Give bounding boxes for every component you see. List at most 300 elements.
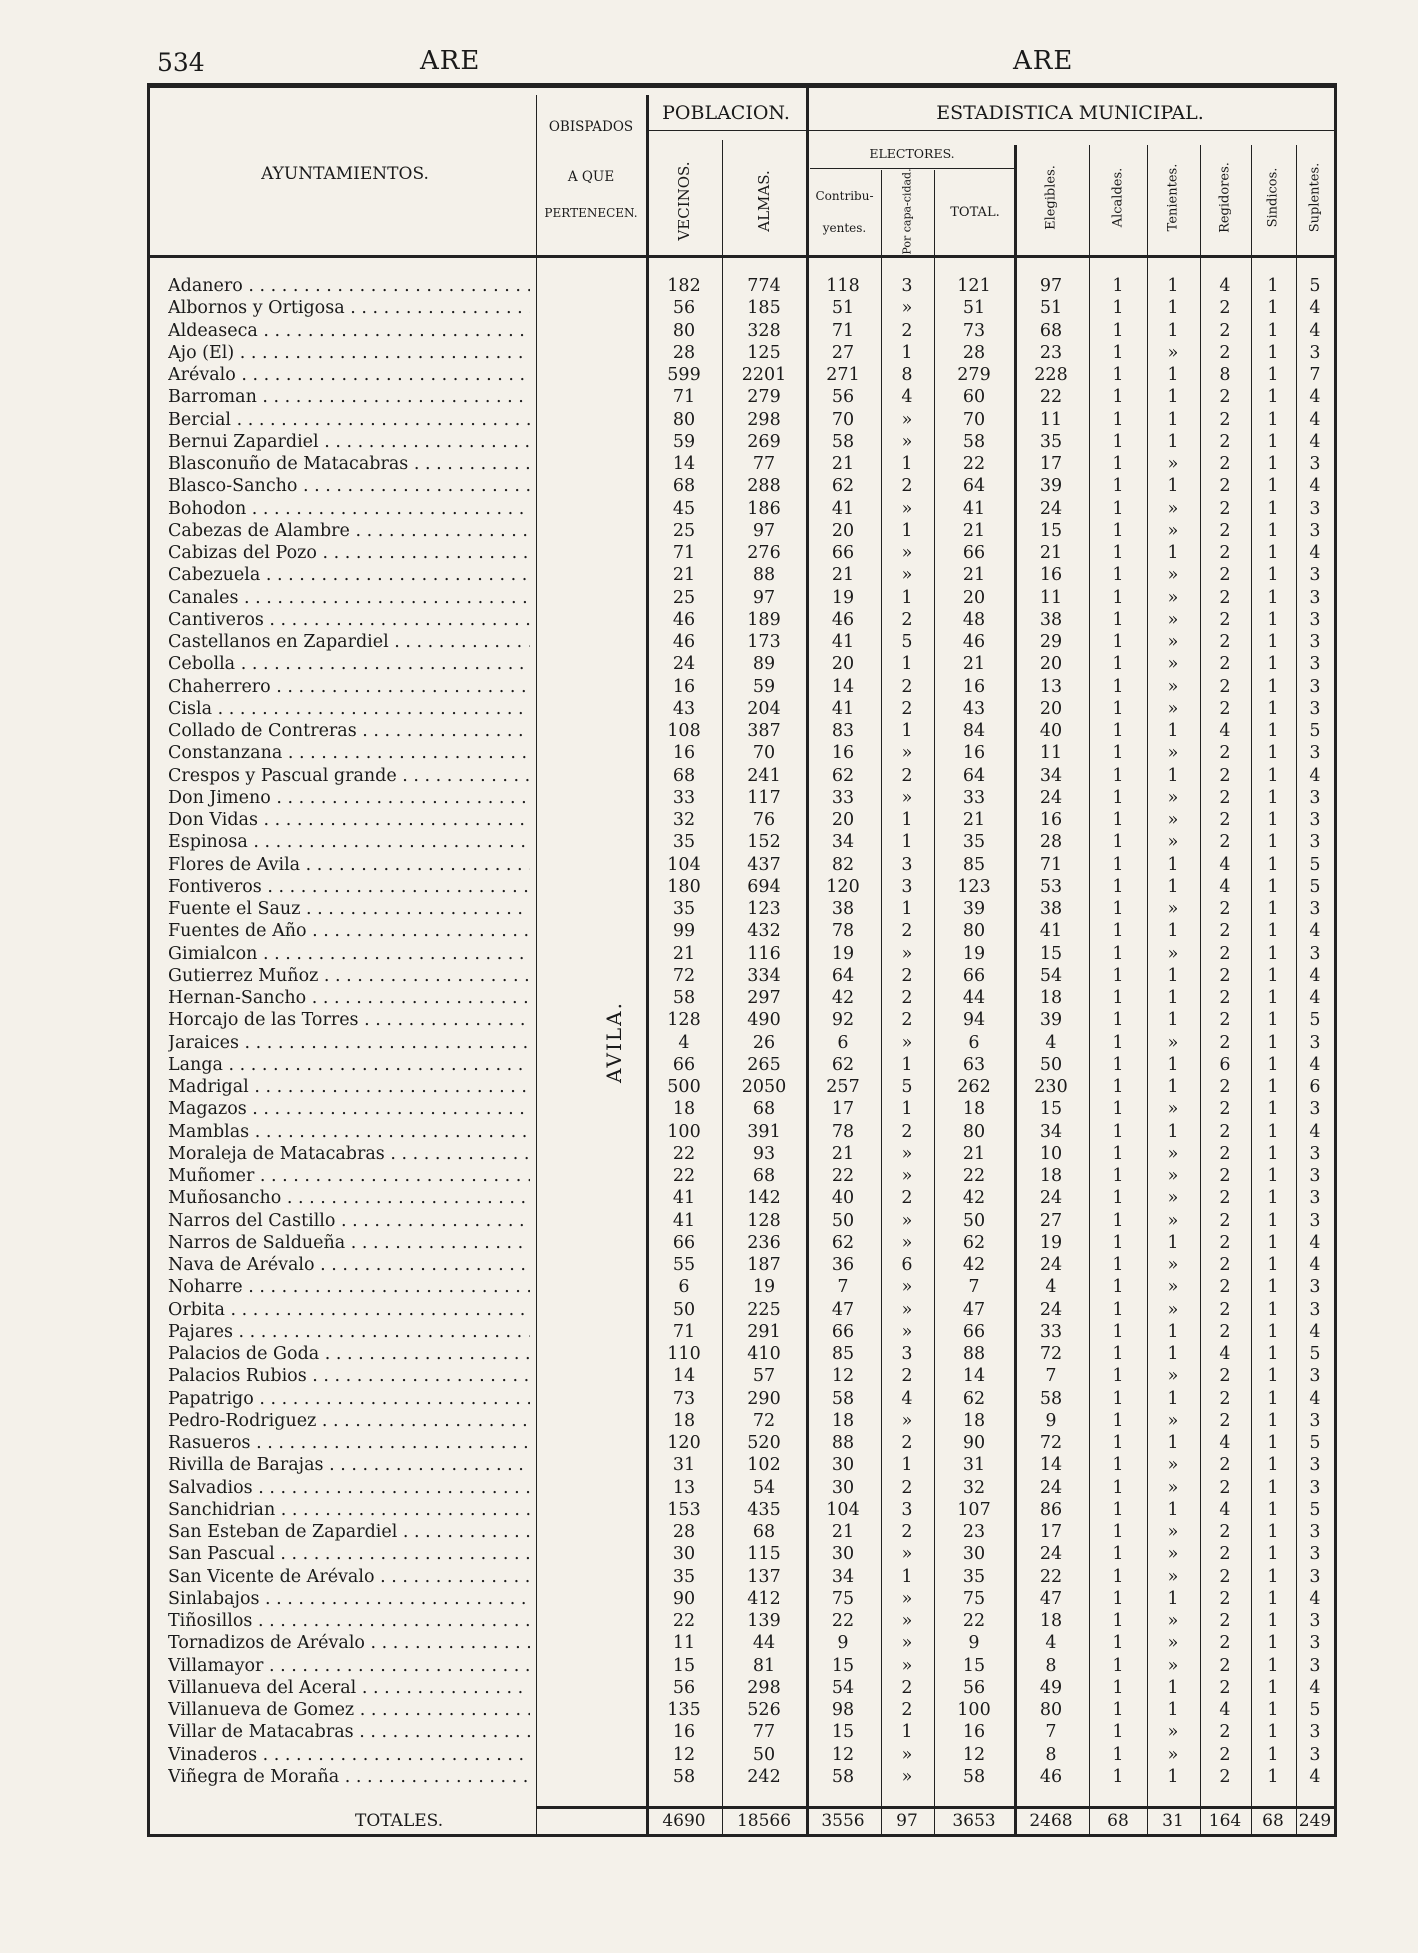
header-ayuntamientos: AYUNTAMIENTOS. [261,164,429,184]
cell-almas: 298 [747,409,781,430]
ayuntamiento-name: Arévalo . . . [168,364,530,386]
cell-regidores: 2 [1219,1388,1231,1409]
cell-vecinos: 45 [672,498,696,519]
cell-total: 21 [962,1143,986,1164]
cell-almas: 189 [747,609,781,630]
cell-elegibles: 7 [1045,1366,1057,1387]
cell-total: 279 [957,365,991,385]
cell-elegibles: 24 [1039,1255,1063,1275]
cell-vecinos: 68 [672,476,696,497]
cell-total: 28 [962,342,986,363]
cell-almas: 387 [747,721,781,741]
cell-tenientes: » [1167,498,1179,519]
table-row [0,1521,1418,1543]
cell-vecinos: 66 [672,1232,696,1253]
cell-total: 15 [962,1655,986,1676]
cell-capacidad: 2 [901,1522,913,1542]
cell-total: 66 [962,543,986,563]
cell-suplentes: 3 [1309,520,1321,541]
cell-vecinos: 46 [672,609,696,630]
ayuntamiento-name: Papatrigo . . . [168,1388,530,1410]
table-row [0,1076,1418,1098]
cell-tenientes: 1 [1167,543,1179,563]
cell-alcaldes: 1 [1112,1077,1124,1097]
header-suplentes: Suplentes. [1307,162,1323,233]
cell-regidores: 2 [1219,1410,1231,1431]
cell-total: 70 [962,409,986,430]
cell-regidores: 2 [1219,1099,1231,1120]
cell-elegibles: 22 [1039,387,1063,408]
cell-elegibles: 46 [1039,1766,1063,1787]
cell-elegibles: 38 [1039,609,1063,630]
cell-total: 21 [962,654,986,675]
cell-tenientes: » [1167,1032,1179,1053]
cell-regidores: 2 [1219,1277,1231,1298]
cell-vecinos: 55 [672,1255,696,1275]
cell-elegibles: 15 [1039,943,1063,964]
cell-tenientes: 1 [1167,1700,1179,1720]
ayuntamiento-name: Bercial . . . [168,409,530,431]
cell-tenientes: » [1167,587,1179,608]
cell-sindicos: 1 [1267,365,1279,385]
table-row [0,809,1418,831]
cell-contribuyentes: 7 [837,1277,849,1298]
cell-total: 23 [962,1522,986,1542]
cell-suplentes: 4 [1309,765,1321,786]
cell-tenientes: » [1167,1455,1179,1476]
ayuntamiento-name: Castellanos en Zapardiel . . . [168,631,530,653]
total-alcaldes: 68 [1107,1811,1129,1831]
running-head-right: ARE [1013,46,1074,76]
totals-row [0,1808,1418,1834]
cell-contribuyentes: 78 [831,921,855,942]
cell-vecinos: 46 [672,632,696,652]
cell-tenientes: » [1167,1099,1179,1120]
cell-suplentes: 5 [1309,721,1321,741]
cell-vecinos: 71 [672,387,696,408]
cell-sindicos: 1 [1267,1255,1279,1275]
cell-regidores: 4 [1219,854,1231,875]
cell-capacidad: » [901,1766,913,1787]
cell-almas: 77 [752,1722,776,1743]
cell-suplentes: 3 [1309,899,1321,919]
cell-capacidad: » [901,1143,913,1164]
cell-almas: 139 [747,1611,781,1631]
cell-alcaldes: 1 [1112,1633,1124,1654]
table-row [0,1721,1418,1743]
cell-alcaldes: 1 [1112,1388,1124,1409]
cell-tenientes: » [1167,1522,1179,1542]
cell-regidores: 2 [1219,1766,1231,1787]
cell-elegibles: 40 [1039,721,1063,741]
cell-contribuyentes: 20 [831,520,855,541]
cell-suplentes: 3 [1309,1655,1321,1676]
cell-capacidad: 8 [901,365,913,385]
cell-sindicos: 1 [1267,1499,1279,1520]
table-row [0,1566,1418,1588]
cell-vecinos: 28 [672,342,696,363]
total-elegibles: 2468 [1029,1811,1073,1831]
cell-capacidad: 1 [901,899,913,919]
cell-total: 16 [962,743,986,764]
cell-vecinos: 14 [672,454,696,474]
ayuntamiento-name: Rivilla de Barajas . . . [168,1454,530,1476]
cell-total: 42 [962,1255,986,1275]
table-row [0,386,1418,408]
cell-tenientes: » [1167,1210,1179,1231]
cell-vecinos: 66 [672,1054,696,1075]
cell-suplentes: 4 [1309,1588,1321,1609]
cell-sindicos: 1 [1267,832,1279,853]
cell-vecinos: 21 [672,565,696,586]
cell-tenientes: » [1167,1366,1179,1387]
cell-vecinos: 90 [672,1588,696,1609]
ayuntamiento-name: Hernan-Sancho . . . [168,987,530,1009]
cell-capacidad: 1 [901,721,913,741]
cell-almas: 185 [747,298,781,319]
cell-total: 60 [962,387,986,408]
cell-alcaldes: 1 [1112,1010,1124,1031]
cell-vecinos: 18 [672,1410,696,1431]
cell-sindicos: 1 [1267,520,1279,541]
cell-total: 123 [957,876,991,897]
cell-almas: 77 [752,454,776,474]
cell-capacidad: 2 [901,1366,913,1387]
cell-regidores: 2 [1219,387,1231,408]
obispado-avila: AVILA. [601,1001,626,1083]
cell-suplentes: 4 [1309,1766,1321,1787]
cell-sindicos: 1 [1267,721,1279,741]
table-row [0,1054,1418,1076]
header-total: TOTAL. [950,205,1000,220]
cell-tenientes: 1 [1167,387,1179,408]
cell-regidores: 2 [1219,1722,1231,1743]
cell-suplentes: 7 [1309,365,1321,385]
cell-elegibles: 47 [1039,1588,1063,1609]
cell-regidores: 4 [1219,1344,1231,1364]
cell-regidores: 2 [1219,1544,1231,1565]
cell-capacidad: 1 [901,1566,913,1587]
cell-elegibles: 17 [1039,454,1063,474]
cell-contribuyentes: 38 [831,899,855,919]
cell-total: 33 [962,787,986,808]
cell-vecinos: 18 [672,1099,696,1120]
cell-suplentes: 5 [1309,1344,1321,1364]
cell-suplentes: 3 [1309,454,1321,474]
cell-suplentes: 4 [1309,1388,1321,1409]
ayuntamiento-name: Blasco-Sancho . . . [168,475,530,497]
cell-sindicos: 1 [1267,1054,1279,1075]
cell-suplentes: 4 [1309,921,1321,942]
ayuntamiento-name: Aldeaseca . . . [168,320,530,342]
cell-almas: 520 [747,1433,781,1453]
cell-tenientes: 1 [1167,276,1179,296]
cell-capacidad: » [901,1544,913,1565]
cell-contribuyentes: 15 [831,1722,855,1743]
cell-alcaldes: 1 [1112,765,1124,786]
cell-total: 44 [962,988,986,1008]
cell-sindicos: 1 [1267,1455,1279,1476]
cell-suplentes: 4 [1309,387,1321,408]
cell-vecinos: 11 [672,1633,696,1654]
header-contribuyentes-1: Contribu- [815,189,874,203]
cell-sindicos: 1 [1267,810,1279,830]
cell-contribuyentes: 20 [831,654,855,675]
cell-alcaldes: 1 [1112,342,1124,363]
cell-tenientes: 1 [1167,1010,1179,1031]
ayuntamiento-name: Sanchidrian . . . [168,1499,530,1521]
cell-capacidad: 4 [901,387,913,408]
cell-almas: 70 [752,743,776,764]
ayuntamiento-name: Villar de Matacabras . . . [168,1721,530,1743]
cell-vecinos: 120 [667,1433,701,1453]
cell-capacidad: 2 [901,1700,913,1720]
cell-almas: 279 [747,387,781,408]
table-row [0,475,1418,497]
cell-capacidad: 2 [901,609,913,630]
cell-sindicos: 1 [1267,1210,1279,1231]
table-row [0,987,1418,1009]
cell-sindicos: 1 [1267,1633,1279,1654]
ayuntamiento-name: Cabezuela . . . [168,564,530,586]
cell-suplentes: 3 [1309,587,1321,608]
total-total: 3653 [952,1811,996,1831]
cell-vecinos: 22 [672,1611,696,1631]
cell-vecinos: 41 [672,1188,696,1209]
cell-alcaldes: 1 [1112,899,1124,919]
cell-sindicos: 1 [1267,1766,1279,1787]
cell-tenientes: » [1167,1633,1179,1654]
ayuntamiento-name: Muñosancho . . . [168,1187,530,1209]
cell-capacidad: 3 [901,276,913,296]
cell-elegibles: 33 [1039,1321,1063,1342]
cell-alcaldes: 1 [1112,1588,1124,1609]
cell-capacidad: » [901,298,913,319]
cell-alcaldes: 1 [1112,1143,1124,1164]
cell-elegibles: 58 [1039,1388,1063,1409]
ayuntamiento-name: Pedro-Rodriguez . . . [168,1410,530,1432]
cell-almas: 152 [747,832,781,853]
cell-tenientes: » [1167,743,1179,764]
table-row [0,765,1418,787]
table-row [0,1744,1418,1766]
cell-almas: 334 [747,965,781,986]
cell-capacidad: » [901,1166,913,1186]
cell-elegibles: 38 [1039,899,1063,919]
cell-total: 262 [957,1077,991,1097]
cell-tenientes: » [1167,787,1179,808]
cell-total: 56 [962,1677,986,1698]
cell-vecinos: 6 [678,1277,690,1298]
cell-contribuyentes: 51 [831,298,855,319]
cell-alcaldes: 1 [1112,498,1124,519]
cell-capacidad: » [901,1321,913,1342]
cell-almas: 412 [747,1588,781,1609]
cell-suplentes: 3 [1309,632,1321,652]
cell-alcaldes: 1 [1112,387,1124,408]
cell-alcaldes: 1 [1112,1544,1124,1565]
cell-total: 6 [968,1032,980,1053]
cell-total: 80 [962,921,986,942]
table-row [0,1187,1418,1209]
cell-total: 22 [962,454,986,474]
cell-contribuyentes: 85 [831,1344,855,1364]
cell-tenientes: 1 [1167,1077,1179,1097]
cell-vecinos: 71 [672,1321,696,1342]
cell-elegibles: 24 [1039,1188,1063,1209]
cell-alcaldes: 1 [1112,1655,1124,1676]
cell-total: 22 [962,1166,986,1186]
cell-suplentes: 5 [1309,1010,1321,1031]
cell-almas: 298 [747,1677,781,1698]
cell-contribuyentes: 56 [831,387,855,408]
header-obispados-line1: OBISPADOS [548,119,634,135]
cell-vecinos: 35 [672,1566,696,1587]
cell-tenientes: » [1167,654,1179,675]
cell-alcaldes: 1 [1112,632,1124,652]
cell-total: 75 [962,1588,986,1609]
cell-regidores: 2 [1219,498,1231,519]
cell-contribuyentes: 271 [826,365,860,385]
cell-total: 32 [962,1477,986,1498]
cell-almas: 54 [752,1477,776,1498]
cell-alcaldes: 1 [1112,431,1124,452]
cell-suplentes: 4 [1309,1121,1321,1142]
cell-regidores: 2 [1219,632,1231,652]
cell-regidores: 2 [1219,1455,1231,1476]
ayuntamiento-name: San Pascual . . . [168,1543,530,1565]
cell-sindicos: 1 [1267,587,1279,608]
cell-tenientes: » [1167,943,1179,964]
cell-vecinos: 80 [672,320,696,341]
cell-sindicos: 1 [1267,698,1279,719]
ayuntamiento-name: San Esteban de Zapardiel . . . [168,1521,530,1543]
cell-suplentes: 6 [1309,1077,1321,1097]
cell-almas: 186 [747,498,781,519]
ayuntamiento-name: Constanzana . . . [168,742,530,764]
cell-total: 42 [962,1188,986,1209]
cell-suplentes: 4 [1309,1255,1321,1275]
table-row [0,1365,1418,1387]
ayuntamiento-name: Nava de Arévalo . . . [168,1254,530,1276]
cell-elegibles: 10 [1039,1143,1063,1164]
cell-tenientes: 1 [1167,1054,1179,1075]
table-row [0,1699,1418,1721]
cell-tenientes: » [1167,1544,1179,1565]
cell-elegibles: 8 [1045,1744,1057,1765]
cell-alcaldes: 1 [1112,320,1124,341]
cell-regidores: 4 [1219,276,1231,296]
cell-total: 73 [962,320,986,341]
cell-vecinos: 153 [667,1499,701,1520]
cell-capacidad: » [901,1299,913,1320]
ayuntamiento-name: Villanueva de Gomez . . . [168,1699,530,1721]
cell-capacidad: 3 [901,876,913,897]
table-row [0,320,1418,342]
header-obispados-line3: PERTENECEN. [544,206,638,220]
cell-alcaldes: 1 [1112,1410,1124,1431]
cell-suplentes: 3 [1309,654,1321,675]
cell-capacidad: » [901,1744,913,1765]
table-row [0,920,1418,942]
table-row [0,876,1418,898]
cell-almas: 241 [747,765,781,786]
table-row [0,609,1418,631]
cell-alcaldes: 1 [1112,654,1124,675]
cell-vecinos: 12 [672,1744,696,1765]
cell-alcaldes: 1 [1112,1433,1124,1453]
table-row [0,1232,1418,1254]
ayuntamiento-name: Don Jimeno . . . [168,787,530,809]
cell-contribuyentes: 75 [831,1588,855,1609]
cell-capacidad: 1 [901,342,913,363]
cell-total: 18 [962,1410,986,1431]
cell-regidores: 2 [1219,565,1231,586]
cell-total: 21 [962,520,986,541]
cell-contribuyentes: 17 [831,1099,855,1120]
cell-suplentes: 4 [1309,298,1321,319]
cell-elegibles: 9 [1045,1410,1057,1431]
cell-suplentes: 3 [1309,1166,1321,1186]
cell-tenientes: 1 [1167,1344,1179,1364]
cell-almas: 204 [747,698,781,719]
cell-contribuyentes: 58 [831,431,855,452]
cell-vecinos: 50 [672,1299,696,1320]
cell-sindicos: 1 [1267,1143,1279,1164]
cell-suplentes: 4 [1309,1321,1321,1342]
cell-sindicos: 1 [1267,1299,1279,1320]
cell-vecinos: 24 [672,654,696,675]
cell-regidores: 2 [1219,320,1231,341]
cell-capacidad: 1 [901,1099,913,1120]
cell-sindicos: 1 [1267,676,1279,697]
cell-almas: 19 [752,1277,776,1298]
cell-capacidad: 2 [901,988,913,1008]
cell-tenientes: 1 [1167,1499,1179,1520]
cell-regidores: 4 [1219,876,1231,897]
ayuntamiento-name: Bohodon . . . [168,498,530,520]
cell-contribuyentes: 15 [831,1655,855,1676]
cell-contribuyentes: 9 [837,1633,849,1654]
cell-sindicos: 1 [1267,431,1279,452]
cell-almas: 291 [747,1321,781,1342]
cell-capacidad: 2 [901,676,913,697]
cell-suplentes: 4 [1309,320,1321,341]
cell-elegibles: 17 [1039,1522,1063,1542]
cell-alcaldes: 1 [1112,565,1124,586]
cell-regidores: 2 [1219,1299,1231,1320]
cell-elegibles: 11 [1039,587,1063,608]
cell-suplentes: 5 [1309,876,1321,897]
cell-capacidad: 2 [901,1121,913,1142]
page-number: 534 [157,48,205,77]
cell-suplentes: 5 [1309,1499,1321,1520]
table-row [0,1210,1418,1232]
ayuntamiento-name: Viñegra de Moraña . . . [168,1766,530,1788]
cell-contribuyentes: 83 [831,721,855,741]
cell-total: 51 [962,298,986,319]
cell-capacidad: 2 [901,1477,913,1498]
cell-sindicos: 1 [1267,1433,1279,1453]
table-row [0,409,1418,431]
cell-vecinos: 59 [672,431,696,452]
cell-contribuyentes: 6 [837,1032,849,1053]
cell-almas: 2201 [741,365,787,385]
total-sindicos: 68 [1262,1811,1284,1831]
cell-regidores: 2 [1219,1210,1231,1231]
cell-suplentes: 3 [1309,1477,1321,1498]
cell-elegibles: 24 [1039,498,1063,519]
